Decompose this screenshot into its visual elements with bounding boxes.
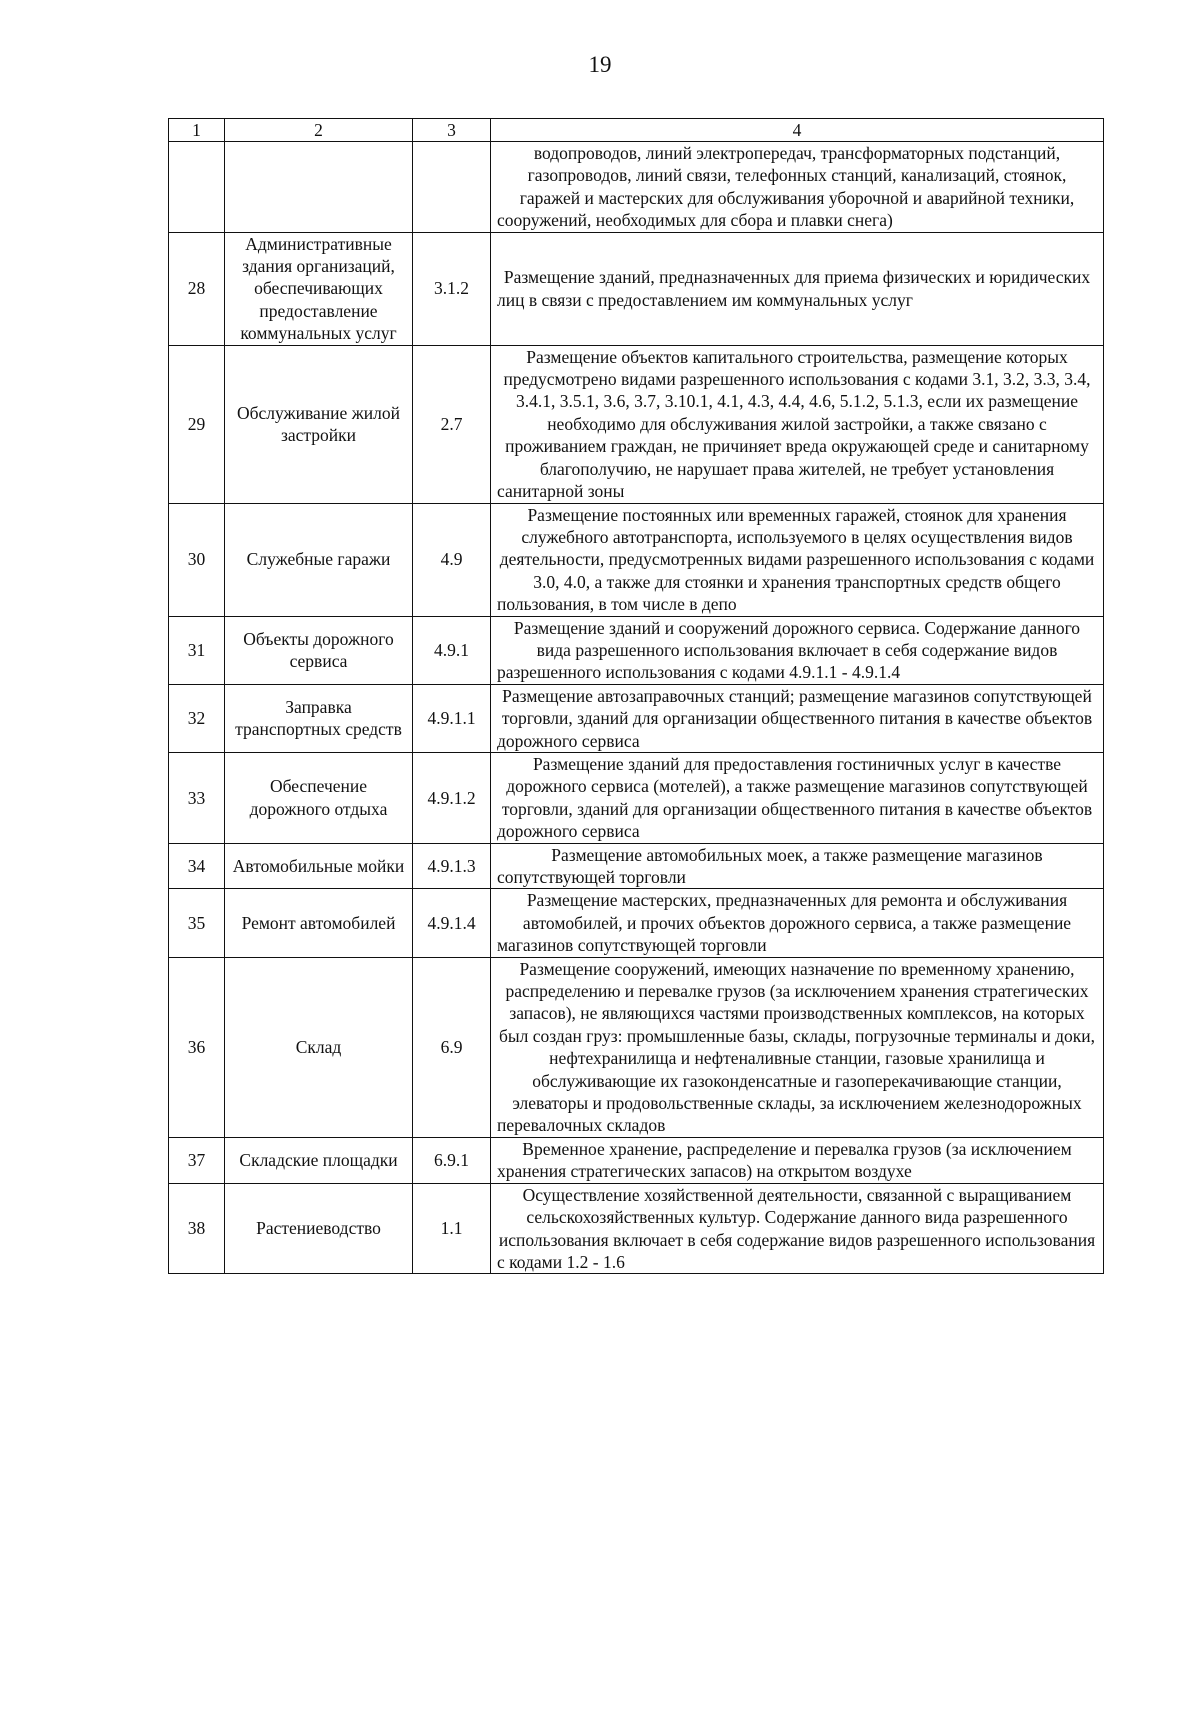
table-row (169, 843, 1104, 889)
page-number: 19 (588, 52, 612, 77)
use-description: Размещение сооружений, имеющих назначение по временному хранению, распределению и перевалке грузов (за исключением хранения стратегических запасов), не являющихся частями производственных комплексов, на которых был создан груз: промышленные базы, склады, погрузочные терминалы и доки, нефтехранилища и нефтеналивные станции, газовые хранилища и обслуживающие их газоконденсатные и газоперекачивающие станции, элеваторы и продовольственные склады, за исключением железнодорожных перевалочных складов (491, 957, 1104, 1137)
use-name: Автомобильные мойки (225, 843, 413, 889)
land-use-table (168, 118, 1104, 1274)
row-number: 31 (169, 616, 225, 684)
table-row (169, 684, 1104, 752)
use-code: 3.1.2 (413, 232, 491, 345)
use-code: 6.9.1 (413, 1137, 491, 1183)
use-description: Осуществление хозяйственной деятельности, связанной с выращиванием сельскохозяйственных культур. Содержание данного вида разрешенного использования включает в себя содержание видов разрешенного использования с кодами 1.2 - 1.6 (491, 1183, 1104, 1274)
use-name (225, 142, 413, 233)
use-description: водопроводов, линий электропередач, трансформаторных подстанций, газопроводов, линий связи, телефонных станций, канализаций, стоянок, гаражей и мастерских для обслуживания уборочной и аварийной техники, сооружений, необходимых для сбора и плавки снега) (491, 142, 1104, 233)
use-description: Размещение мастерских, предназначенных для ремонта и обслуживания автомобилей, и прочих объектов дорожного сервиса, а также размещение магазинов сопутствующей торговли (491, 889, 1104, 957)
use-name: Ремонт автомобилей (225, 889, 413, 957)
use-description: Размещение зданий и сооружений дорожного сервиса. Содержание данного вида разрешенного использования включает в себя содержание видов разрешенного использования с кодами 4.9.1.1 - 4.9.1.4 (491, 616, 1104, 684)
use-code: 4.9.1.4 (413, 889, 491, 957)
use-description: Временное хранение, распределение и перевалка грузов (за исключением хранения стратегических запасов) на открытом воздухе (491, 1137, 1104, 1183)
use-code: 4.9.1.3 (413, 843, 491, 889)
use-description: Размещение зданий, предназначенных для приема физических и юридических лиц в связи с предоставлением им коммунальных услуг (491, 232, 1104, 345)
row-number: 32 (169, 684, 225, 752)
table-row (169, 1137, 1104, 1183)
use-description: Размещение автомобильных моек, а также размещение магазинов сопутствующей торговли (491, 843, 1104, 889)
use-description: Размещение зданий для предоставления гостиничных услуг в качестве дорожного сервиса (мотелей), а также размещение магазинов сопутствующей торговли, зданий для организации общественного питания в качестве объектов дорожного сервиса (491, 752, 1104, 843)
use-name: Заправка транспортных средств (225, 684, 413, 752)
use-code (413, 142, 491, 233)
table-row (169, 957, 1104, 1137)
use-name: Объекты дорожного сервиса (225, 616, 413, 684)
use-code: 4.9.1.2 (413, 752, 491, 843)
header-col-4: 4 (491, 119, 1104, 142)
use-description: Размещение постоянных или временных гаражей, стоянок для хранения служебного автотранспорта, используемого в целях осуществления видов деятельности, предусмотренных видами разрешенного использования с кодами 3.0, 4.0, а также для стоянки и хранения транспортных средств общего пользования, в том числе в депо (491, 503, 1104, 616)
use-name: Склад (225, 957, 413, 1137)
use-name: Складские площадки (225, 1137, 413, 1183)
table-row (169, 616, 1104, 684)
table-row (169, 889, 1104, 957)
table-row (169, 503, 1104, 616)
table-row (169, 232, 1104, 345)
row-number: 33 (169, 752, 225, 843)
use-description: Размещение объектов капитального строительства, размещение которых предусмотрено видами разрешенного использования с кодами 3.1, 3.2, 3.3, 3.4, 3.4.1, 3.5.1, 3.6, 3.7, 3.10.1, 4.1, 4.3, 4.4, 4.6, 5.1.2, 5.1.3, если их размещение необходимо для обслуживания жилой застройки, а также связано с проживанием граждан, не причиняет вреда окружающей среде и санитарному благополучию, не нарушает права жителей, не требует установления санитарной зоны (491, 345, 1104, 503)
use-code: 4.9.1.1 (413, 684, 491, 752)
row-number: 34 (169, 843, 225, 889)
table-row (169, 345, 1104, 503)
table-row (169, 1183, 1104, 1274)
row-number: 28 (169, 232, 225, 345)
use-code: 2.7 (413, 345, 491, 503)
header-col-1: 1 (169, 119, 225, 142)
use-code: 4.9 (413, 503, 491, 616)
use-name: Служебные гаражи (225, 503, 413, 616)
row-number: 29 (169, 345, 225, 503)
row-number: 30 (169, 503, 225, 616)
row-number: 37 (169, 1137, 225, 1183)
use-name: Растениеводство (225, 1183, 413, 1274)
use-code: 1.1 (413, 1183, 491, 1274)
table-row (169, 752, 1104, 843)
row-number (169, 142, 225, 233)
use-name: Административные здания организаций, обеспечивающих предоставление коммунальных услуг (225, 232, 413, 345)
table-row (169, 142, 1104, 233)
use-name: Обслуживание жилой застройки (225, 345, 413, 503)
header-col-3: 3 (413, 119, 491, 142)
use-name: Обеспечение дорожного отдыха (225, 752, 413, 843)
use-code: 6.9 (413, 957, 491, 1137)
row-number: 38 (169, 1183, 225, 1274)
header-row (169, 119, 1104, 142)
row-number: 36 (169, 957, 225, 1137)
row-number: 35 (169, 889, 225, 957)
use-description: Размещение автозаправочных станций; размещение магазинов сопутствующей торговли, зданий для организации общественного питания в качестве объектов дорожного сервиса (491, 684, 1104, 752)
use-code: 4.9.1 (413, 616, 491, 684)
header-col-2: 2 (225, 119, 413, 142)
